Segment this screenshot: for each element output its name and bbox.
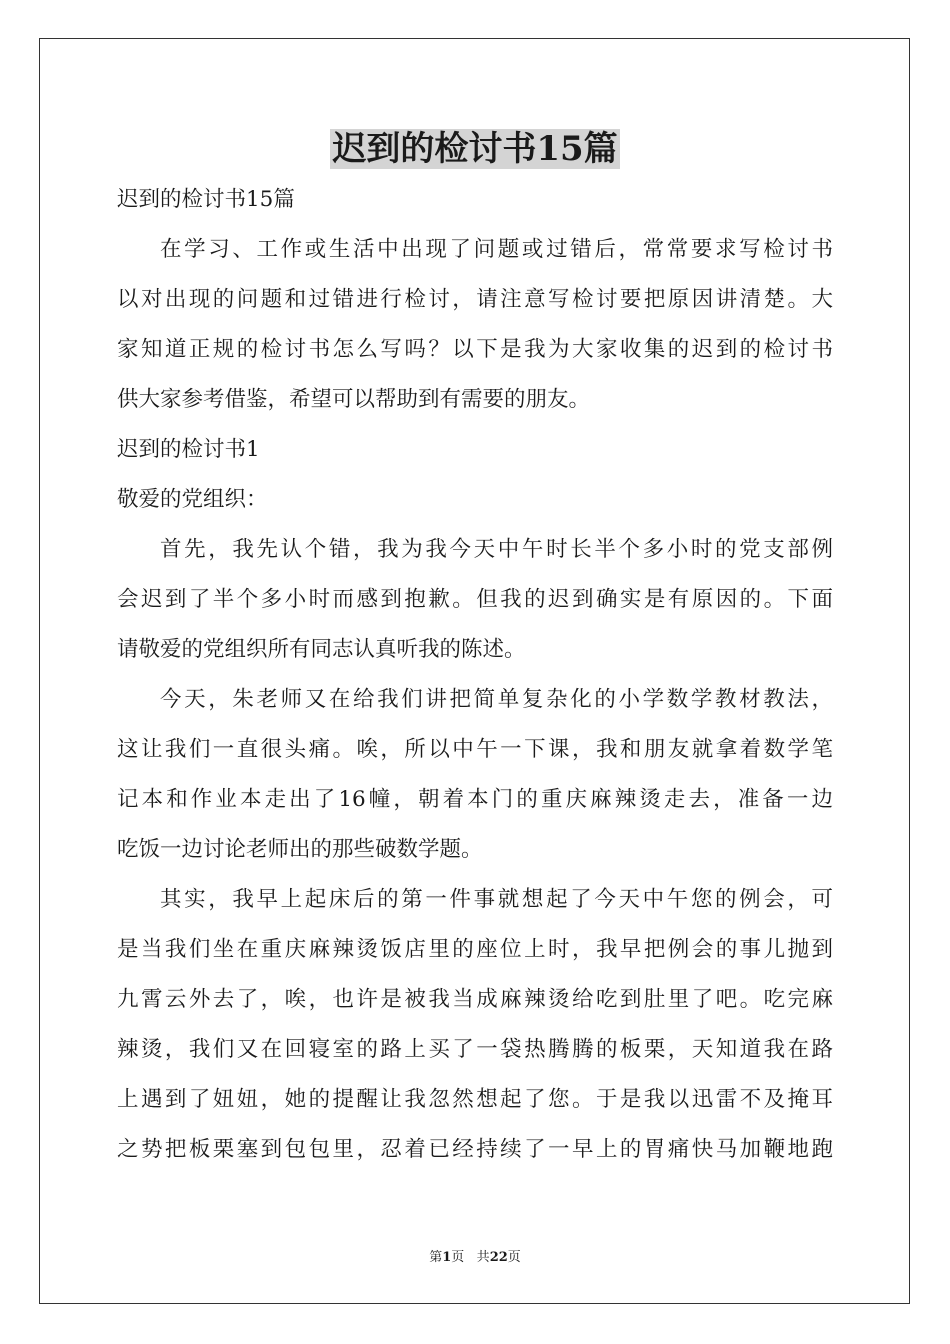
text-line: 迟到的检讨书15篇 [117, 187, 295, 212]
footer-page-suffix: 页 [451, 1250, 465, 1265]
text-line: 上遇到了妞妞，她的提醒让我忽然想起了您。于是我以迅雷不及掩耳 [117, 1087, 833, 1112]
document-body [117, 175, 833, 1175]
text-line: 家知道正规的检讨书怎么写吗？以下是我为大家收集的迟到的检讨书 [117, 337, 833, 362]
text-line: 以对出现的问题和过错进行检讨，请注意写检讨要把原因讲清楚。大 [117, 287, 833, 312]
footer-page-number: 1 [442, 1250, 452, 1265]
text-line: 请敬爱的党组织所有同志认真听我的陈述。 [117, 637, 526, 662]
page-footer [0, 1248, 950, 1268]
text-line: 辣烫，我们又在回寝室的路上买了一袋热腾腾的板栗，天知道我在路 [117, 1037, 833, 1062]
footer-total-suffix: 页 [507, 1250, 521, 1265]
footer-page-prefix: 第 [429, 1250, 443, 1265]
text-line: 记本和作业本走出了16幢，朝着本门的重庆麻辣烫走去，准备一边 [117, 787, 833, 812]
text-line: 之势把板栗塞到包包里，忍着已经持续了一早上的胃痛快马加鞭地跑 [117, 1137, 833, 1162]
text-line: 首先，我先认个错，我为我今天中午时长半个多小时的党支部例 [160, 537, 833, 562]
text-line: 其实，我早上起床后的第一件事就想起了今天中午您的例会，可 [160, 887, 833, 912]
text-line: 在学习、工作或生活中出现了问题或过错后，常常要求写检讨书 [160, 237, 833, 262]
text-line: 会迟到了半个多小时而感到抱歉。但我的迟到确实是有原因的。下面 [117, 587, 833, 612]
text-line: 是当我们坐在重庆麻辣烫饭店里的座位上时，我早把例会的事儿抛到 [117, 937, 833, 962]
text-line: 九霄云外去了，唉，也许是被我当成麻辣烫给吃到肚里了吧。吃完麻 [117, 987, 833, 1012]
text-line: 这让我们一直很头痛。唉，所以中午一下课，我和朋友就拿着数学笔 [117, 737, 833, 762]
text-line: 敬爱的党组织： [117, 487, 268, 512]
document-title-text: 迟到的检讨书15篇 [332, 129, 618, 169]
footer-total-pages: 22 [489, 1250, 508, 1265]
text-line: 今天，朱老师又在给我们讲把简单复杂化的小学数学教材教法， [160, 687, 833, 712]
document-title [0, 126, 950, 172]
footer-total-prefix: 共 [476, 1250, 490, 1265]
text-line: 吃饭一边讨论老师出的那些破数学题。 [117, 837, 483, 862]
text-line: 供大家参考借鉴，希望可以帮助到有需要的朋友。 [117, 387, 591, 412]
text-line: 迟到的检讨书1 [117, 437, 260, 462]
